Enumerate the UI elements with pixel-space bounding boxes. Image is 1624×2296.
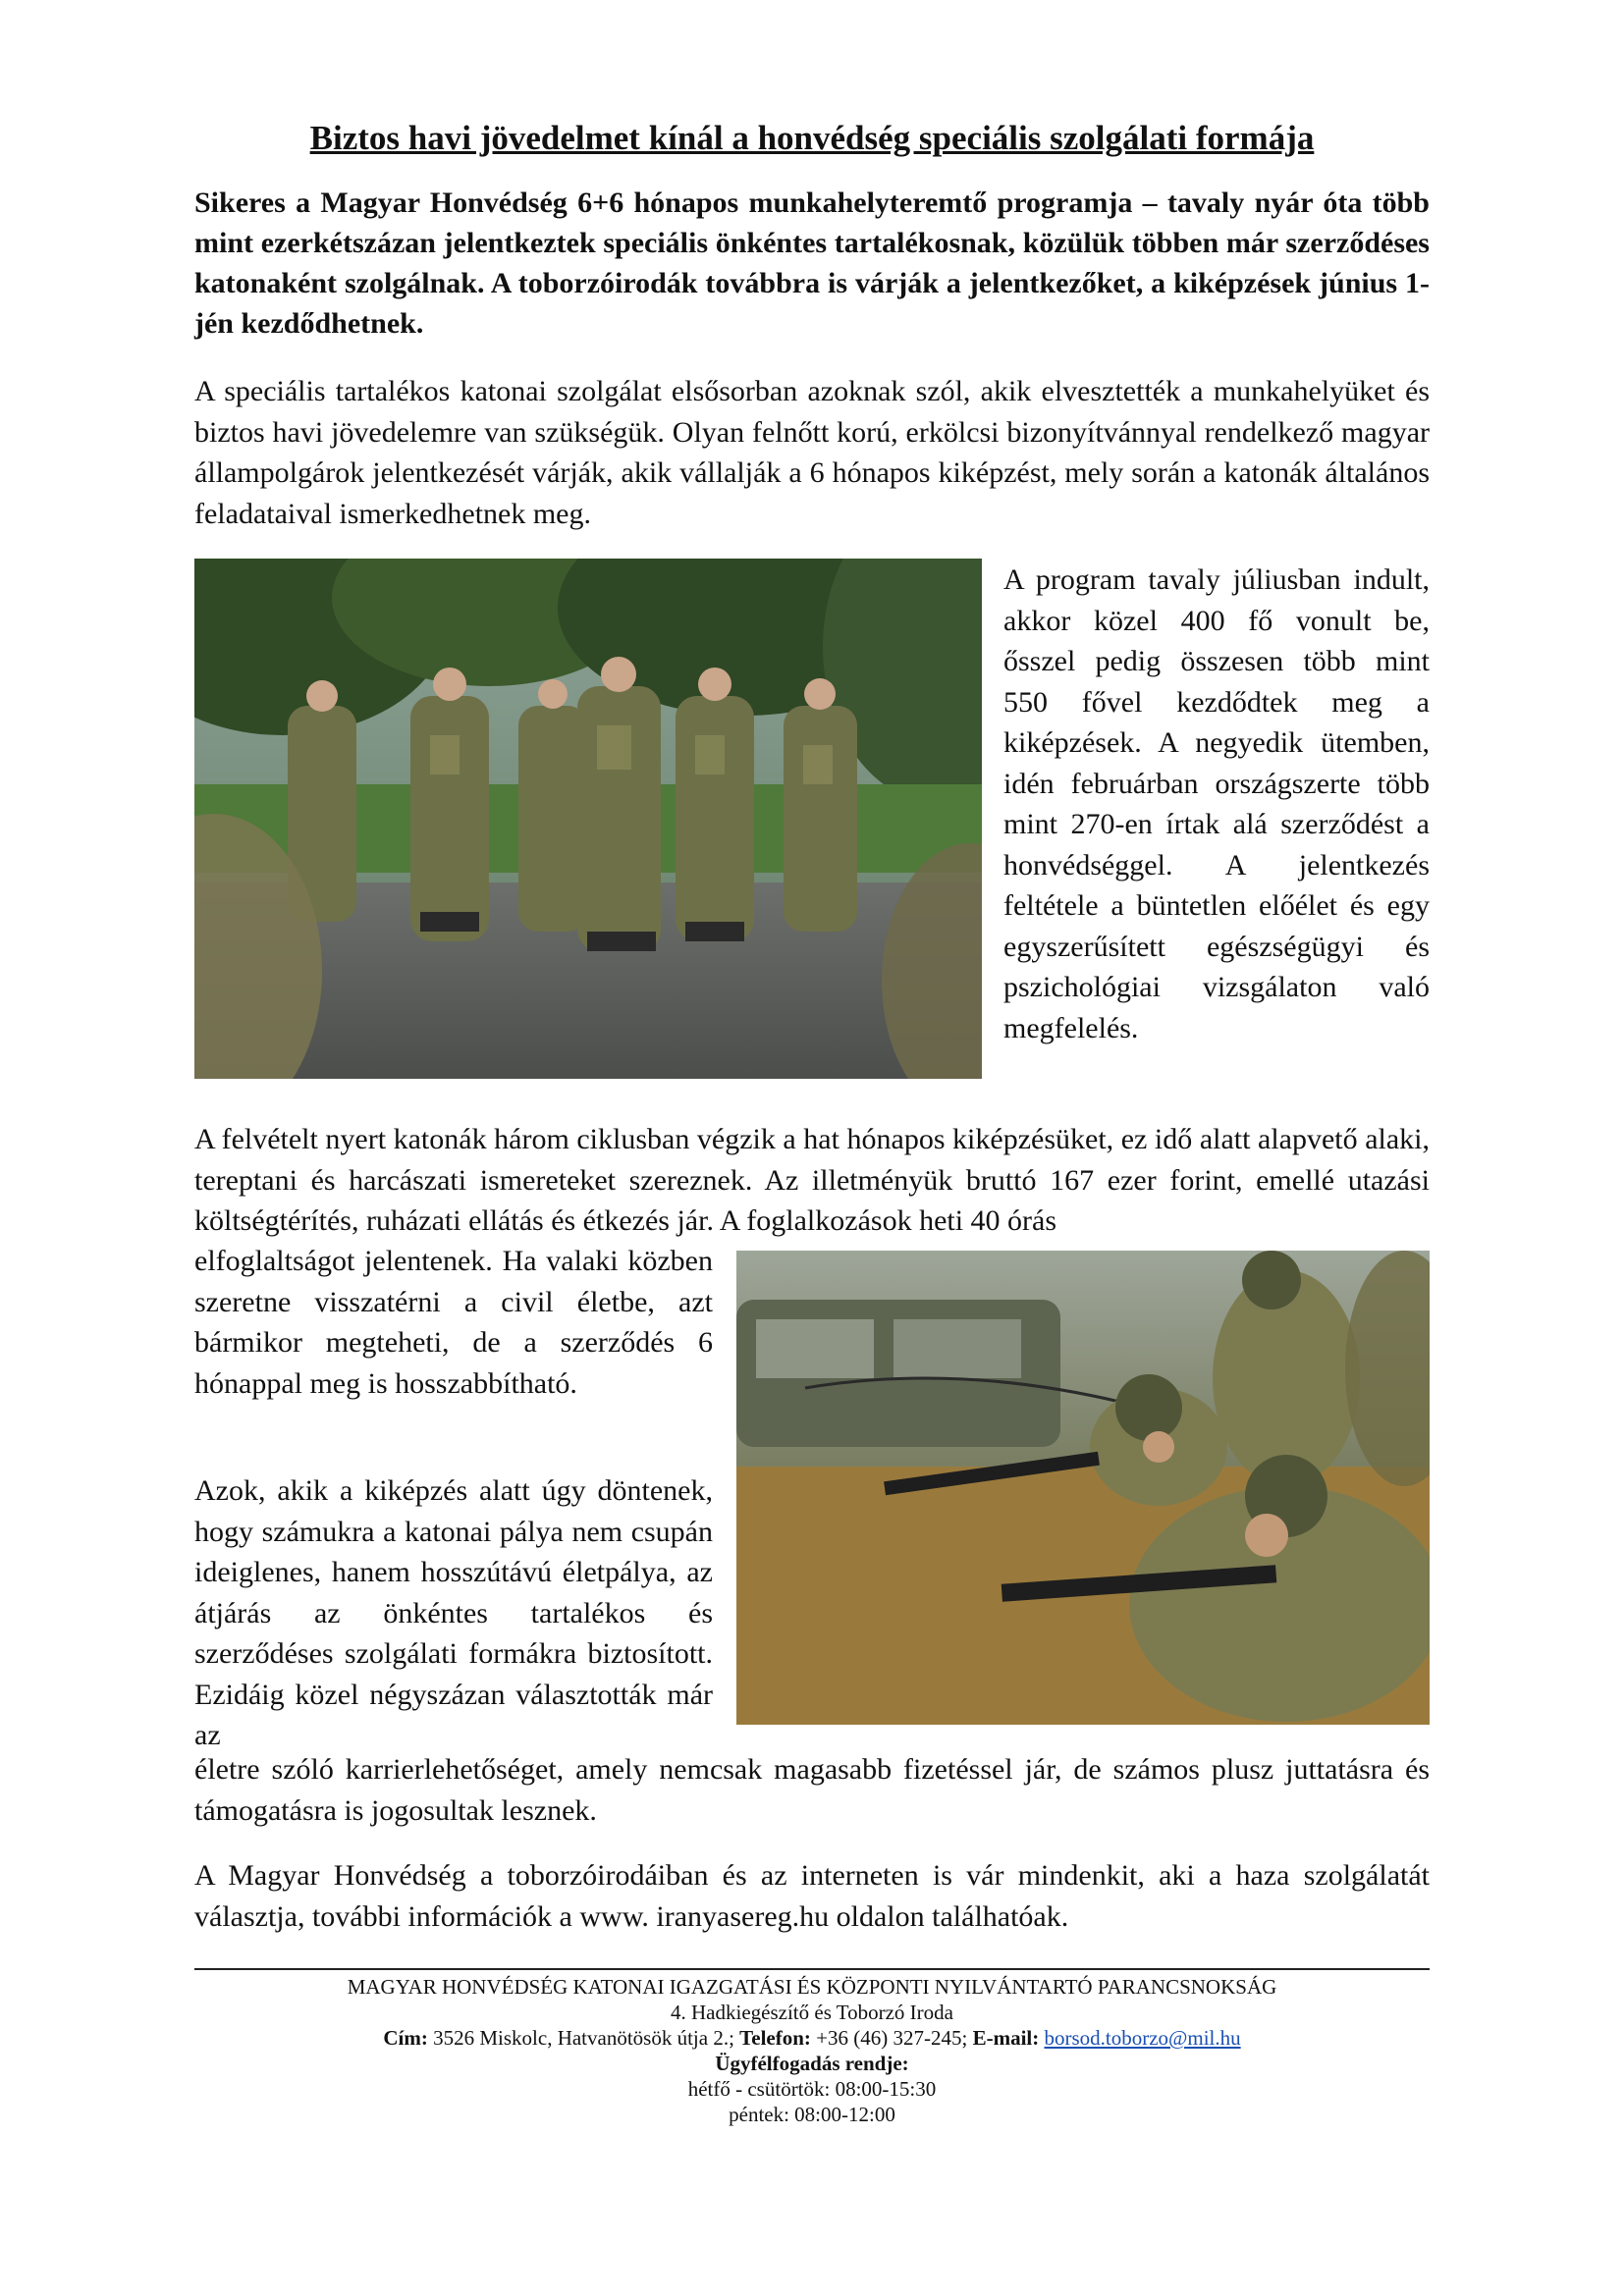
footer [194, 1974, 1430, 2127]
body-paragraph-4: Azok, akik a kiképzés alatt úgy döntenek, hogy számukra a katonai pálya nem csupán ideiglenes, hanem hosszútávú életpálya, az átjárás az önkéntes tartalékos és szerződéses szolgálati formákra biztosított. Ezidáig közel négyszázan választották már az [194, 1474, 713, 1751]
footer-organization: MAGYAR HONVÉDSÉG KATONAI IGAZGATÁSI ÉS KÖZPONTI NYILVÁNTARTÓ PARANCSNOKSÁG [347, 1975, 1277, 1999]
office-hours-label: Ügyfélfogadás rendje: [715, 2052, 909, 2075]
body-paragraph-3: A felvételt nyert katonák három ciklusban végzik a hat hónapos kiképzésüket, ez idő alatt alapvető alaki, tereptani és harcászati ismereteket szereznek. Az illetményük bruttó 167 ezer forint, emellé utazási költségtérítés, ruházati ellátás és étkezés jár. A foglalkozások heti 40 órás [194, 1123, 1430, 1237]
lead-paragraph: Sikeres a Magyar Honvédség 6+6 hónapos munkahelyteremtő programja – tavaly nyár óta több mint ezerkétszázan jelentkeztek speciális önkéntes tartalékosnak, közülük többen már szerződéses katonaként szolgálnak. A toborzóirodák továbbra is várják a jelentkezőket, a kiképzések június 1-jén kezdődhetnek. [194, 187, 1430, 340]
footer-divider [194, 1968, 1430, 1970]
soldiers-field-training-photo [736, 1251, 1430, 1725]
office-hours-friday: péntek: 08:00-12:00 [729, 2103, 895, 2126]
address-value: 3526 Miskolc, Hatvanötösök útja 2.; [433, 2026, 734, 2050]
body-paragraph-1: A speciális tartalékos katonai szolgálat elsősorban azoknak szól, akik elvesztették a munkahelyüket és biztos havi jövedelemre van szükségük. Olyan felnőtt korú, erkölcsi bizonyítvánnyal rendelkező magyar állampolgárok jelentkezését várják, akik vállalják a 6 hónapos kiképzést, mely során a katonák általános feladataival ismerkedhetnek meg. [194, 375, 1430, 530]
phone-value: +36 (46) 327-245; [816, 2026, 968, 2050]
document-title: Biztos havi jövedelmet kínál a honvédség speciális szolgálati formája [309, 119, 1315, 157]
email-link[interactable]: borsod.toborzo@mil.hu [1044, 2026, 1241, 2050]
footer-office: 4. Hadkiegészítő és Toborzó Iroda [671, 2001, 953, 2024]
body-paragraph-3-continued: elfoglaltságot jelentenek. Ha valaki közben szeretne visszatérni a civil életbe, azt bármikor megteheti, de a szerződés 6 hónappal meg is hosszabbítható. [194, 1245, 713, 1400]
body-paragraph-4-continued: életre szóló karrierlehetőséget, amely nemcsak magasabb fizetéssel jár, de számos plusz juttatásra és támogatásra is jogosultak lesznek. [194, 1753, 1430, 1827]
phone-label: Telefon: [739, 2026, 811, 2050]
address-label: Cím: [383, 2026, 428, 2050]
footer-contact-line [194, 2025, 1430, 2051]
office-hours-weekdays: hétfő - csütörtök: 08:00-15:30 [687, 2077, 937, 2101]
soldiers-parade-photo [194, 559, 982, 1079]
email-label: E-mail: [972, 2026, 1040, 2050]
body-paragraph-5: A Magyar Honvédség a toborzóirodáiban és az interneten is vár mindenkit, aki a haza szolgálatát választja, további információk a www. iranyasereg.hu oldalon találhatóak. [194, 1859, 1430, 1933]
body-paragraph-2: A program tavaly júliusban indult, akkor közel 400 fő vonult be, ősszel pedig összesen több mint 550 fővel kezdődtek meg a kiképzések. A negyedik ütemben, idén februárban országszerte több mint 270-en írtak alá szerződést a honvédséggel. A jelentkezés feltétele a büntetlen előélet és egy egyszerűsített egészségügyi és pszichológiai vizsgálaton való megfelelés. [1003, 563, 1430, 1044]
